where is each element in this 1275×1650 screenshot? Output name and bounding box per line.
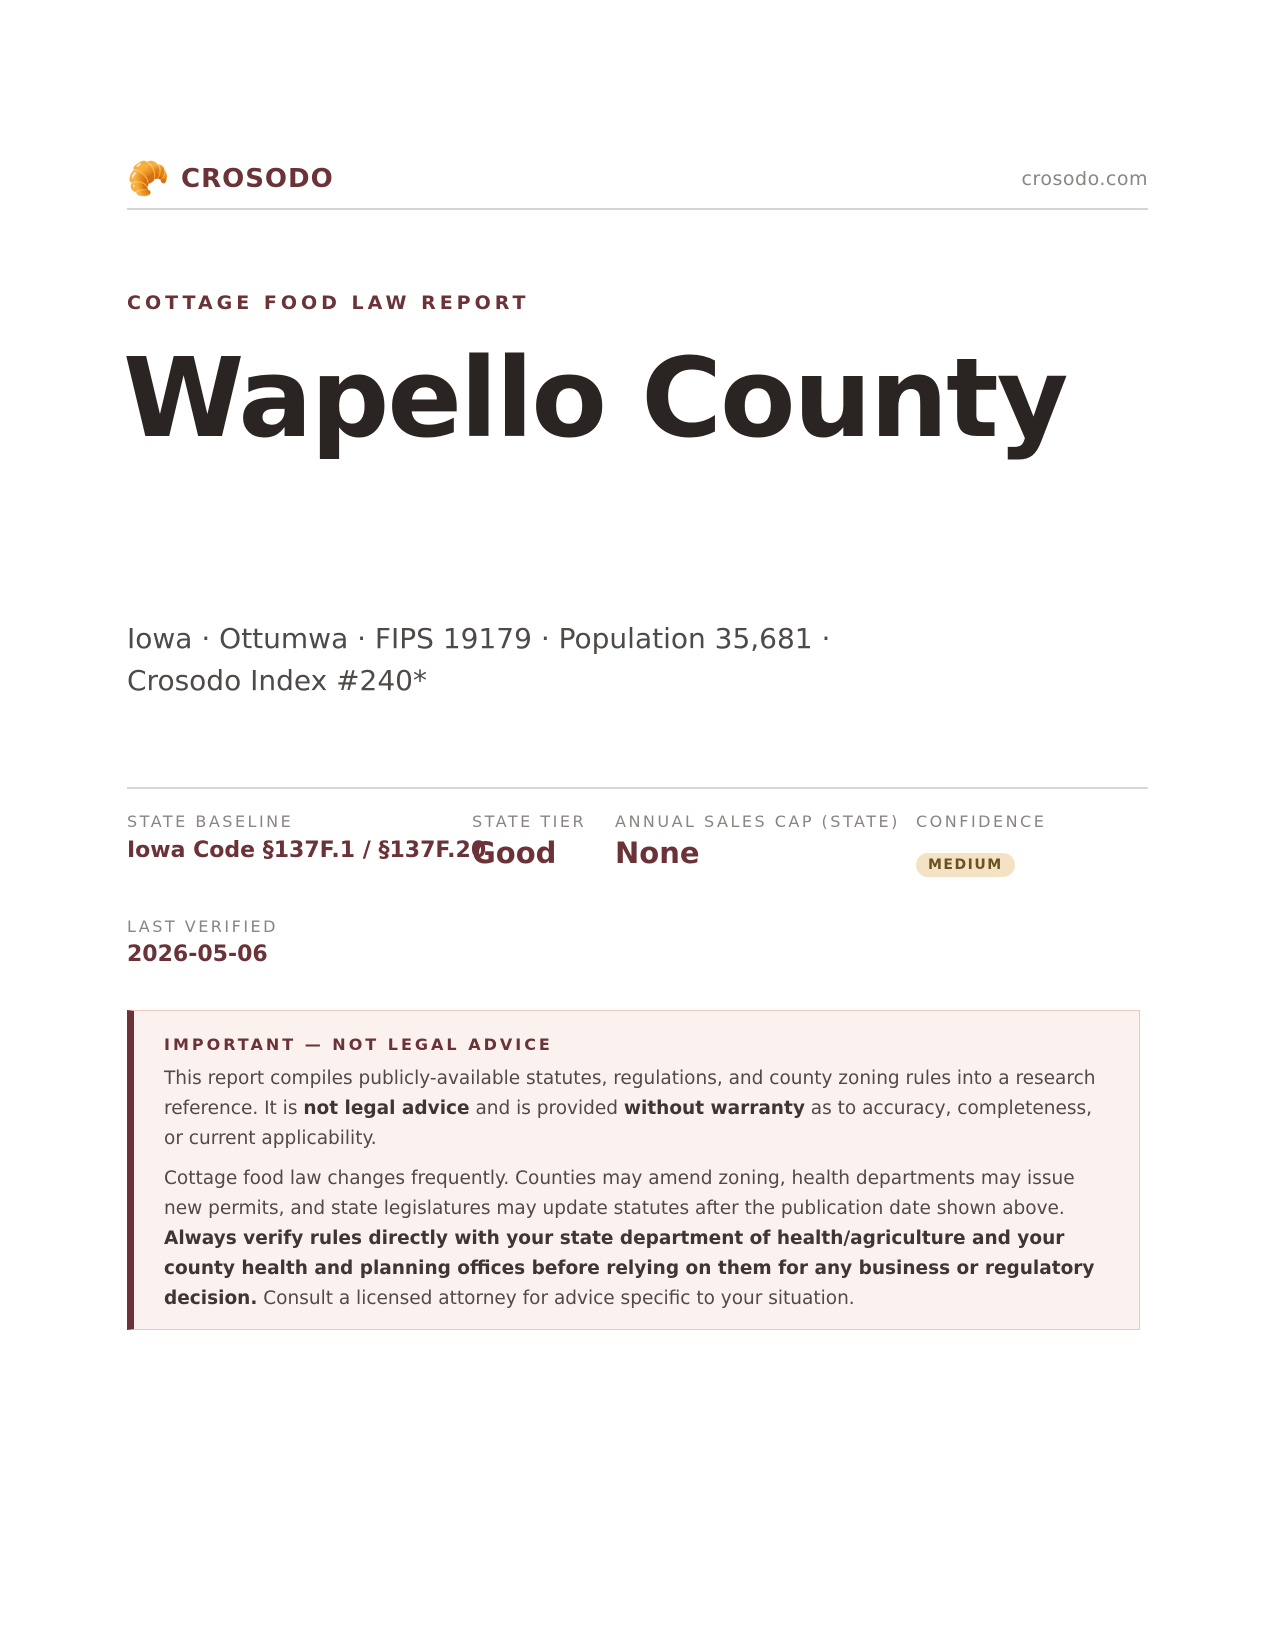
brand: [127, 160, 334, 198]
state-tier-value: Good: [472, 836, 557, 870]
notice-emphasis: without warranty: [623, 1098, 805, 1119]
site-url: crosodo.com: [1021, 168, 1148, 190]
report-eyebrow: COTTAGE FOOD LAW REPORT: [127, 292, 530, 314]
notice-text: and is provided: [469, 1098, 624, 1119]
state-tier-label: STATE TIER: [472, 812, 587, 831]
legal-notice: [127, 1010, 1140, 1330]
last-verified-value: 2026-05-06: [127, 942, 268, 967]
notice-title: IMPORTANT — NOT LEGAL ADVICE: [164, 1035, 553, 1054]
notice-text: Consult a licensed attorney for advice specific to your situation.: [257, 1288, 855, 1309]
state-baseline-value: Iowa Code §137F.1 / §137F.20: [127, 838, 487, 863]
brand-name: CROSODO: [181, 164, 334, 194]
state-baseline-label: STATE BASELINE: [127, 812, 294, 831]
notice-emphasis: not legal advice: [303, 1098, 470, 1119]
confidence-badge: MEDIUM: [916, 853, 1015, 877]
sales-cap-value: None: [615, 836, 700, 870]
notice-paragraph-1: [164, 1064, 1111, 1154]
croissant-icon: 🥐: [127, 159, 170, 199]
sales-cap-label: ANNUAL SALES CAP (STATE): [615, 812, 900, 831]
notice-text: Cottage food law changes frequently. Counties may amend zoning, health departments may issue new permits, and state legislatures may update statutes after the publication date shown above.: [164, 1168, 1075, 1219]
report-header: [127, 158, 1148, 210]
report-page: [123, 0, 1148, 1650]
confidence-label: CONFIDENCE: [916, 812, 1047, 831]
notice-paragraph-2: [164, 1164, 1111, 1314]
section-divider: [127, 787, 1148, 789]
report-subtitle: Iowa · Ottumwa · FIPS 19179 · Population 35,681 · Crosodo Index #240*: [127, 622, 831, 697]
notice-emphasis: Always verify rules directly with your state department of health/agriculture and your county health and planning offices before relying on them for any business or regulatory decision.: [164, 1228, 1095, 1309]
last-verified-label: LAST VERIFIED: [127, 917, 278, 936]
notice-text: as to accuracy, completeness, or current applicability.: [164, 1098, 1092, 1149]
page-title: Wapello County: [123, 334, 1067, 462]
notice-text: This report compiles publicly-available statutes, regulations, and county zoning rules into a research reference. It is: [164, 1068, 1096, 1119]
